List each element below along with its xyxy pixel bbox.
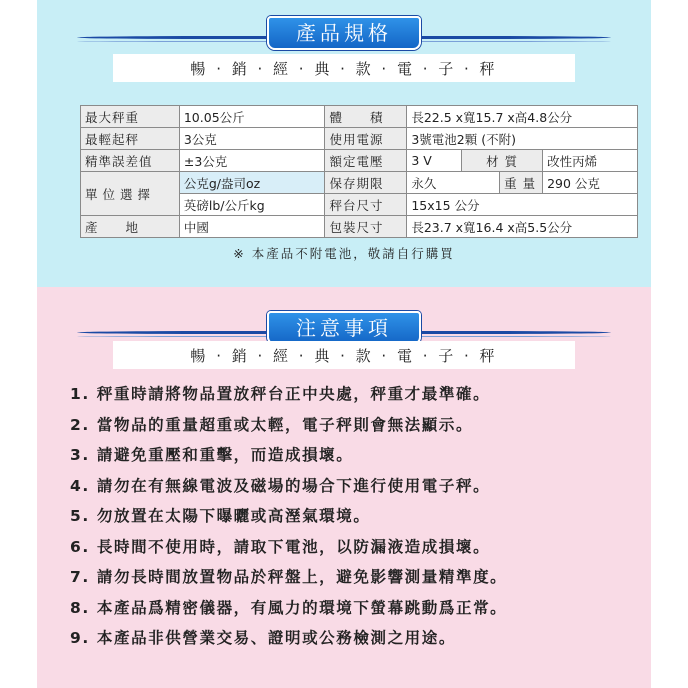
origin-label: 產 地 <box>81 216 180 238</box>
weight-label: 重 量 <box>500 172 543 194</box>
notes-header <box>77 317 611 339</box>
table-row <box>81 128 638 150</box>
shelf-life-label: 保存期限 <box>325 172 407 194</box>
units-value-2: 英磅lb/公斤kg <box>179 194 325 216</box>
voltage-label: 額定電壓 <box>325 150 407 172</box>
volume-label: 體 積 <box>325 106 407 128</box>
list-item: 4. 請勿在有無線電波及磁場的場合下進行使用電子秤。 <box>70 476 491 495</box>
table-row <box>81 106 638 128</box>
notes-brand-line: 暢 · 銷 · 經 · 典 · 款 · 電 · 子 · 秤 <box>190 347 498 365</box>
platform-label: 秤台尺寸 <box>325 194 407 216</box>
weight-value: 290 公克 <box>543 172 638 194</box>
precision-value: ±3公克 <box>179 150 325 172</box>
list-item: 5. 勿放置在太陽下曝曬或高溼氣環境。 <box>70 507 371 525</box>
volume-value: 長22.5 x寬15.7 x高4.8公分 <box>407 106 638 128</box>
list-item: 1. 秤重時請將物品置放秤台正中央處，秤重才最準確。 <box>70 385 491 403</box>
specs-header <box>77 22 611 44</box>
material-label: 材 質 <box>462 150 543 172</box>
origin-value: 中國 <box>179 216 325 238</box>
specs-title: 產品規格 <box>267 16 421 50</box>
platform-value: 15x15 公分 <box>407 194 638 216</box>
units-label: 單位選擇 <box>81 172 180 216</box>
package-label: 包裝尺寸 <box>325 216 407 238</box>
power-value: 3號電池2顆 (不附) <box>407 128 638 150</box>
specs-panel <box>37 0 651 287</box>
list-item: 8. 本產品爲精密儀器，有風力的環境下螢幕跳動爲正常。 <box>70 598 508 617</box>
list-item: 6. 長時間不使用時，請取下電池，以防漏液造成損壞。 <box>70 537 491 556</box>
min-weight-value: 3公克 <box>179 128 325 150</box>
notes-panel <box>37 287 651 688</box>
material-value: 改性丙烯 <box>543 150 638 172</box>
table-row <box>81 172 638 194</box>
spec-table <box>80 105 638 238</box>
min-weight-label: 最輕起秤 <box>81 128 180 150</box>
shelf-life-value: 永久 <box>407 172 500 194</box>
specs-brand-line: 暢 · 銷 · 經 · 典 · 款 · 電 · 子 · 秤 <box>190 60 498 78</box>
power-label: 使用電源 <box>325 128 407 150</box>
notes-list <box>70 379 507 654</box>
max-weight-label: 最大秤重 <box>81 106 180 128</box>
precision-label: 精準誤差值 <box>81 150 180 172</box>
units-value-1: 公克g/盎司oz <box>179 172 325 194</box>
list-item: 2. 當物品的重量超重或太輕，電子秤則會無法顯示。 <box>70 415 474 434</box>
table-row <box>81 150 638 172</box>
package-value: 長23.7 x寬16.4 x高5.5公分 <box>407 216 638 238</box>
table-row <box>81 216 638 238</box>
notes-title: 注意事項 <box>267 311 421 345</box>
list-item: 7. 請勿長時間放置物品於秤盤上，避免影響測量精準度。 <box>70 568 508 586</box>
list-item: 3. 請避免重壓和重擊，而造成損壞。 <box>70 446 354 464</box>
voltage-value: 3 V <box>407 150 462 172</box>
list-item: 9. 本產品非供營業交易、證明或公務檢測之用途。 <box>70 629 456 647</box>
max-weight-value: 10.05公斤 <box>179 106 325 128</box>
battery-note: ※ 本產品不附電池，敬請自行購買 <box>233 246 455 261</box>
